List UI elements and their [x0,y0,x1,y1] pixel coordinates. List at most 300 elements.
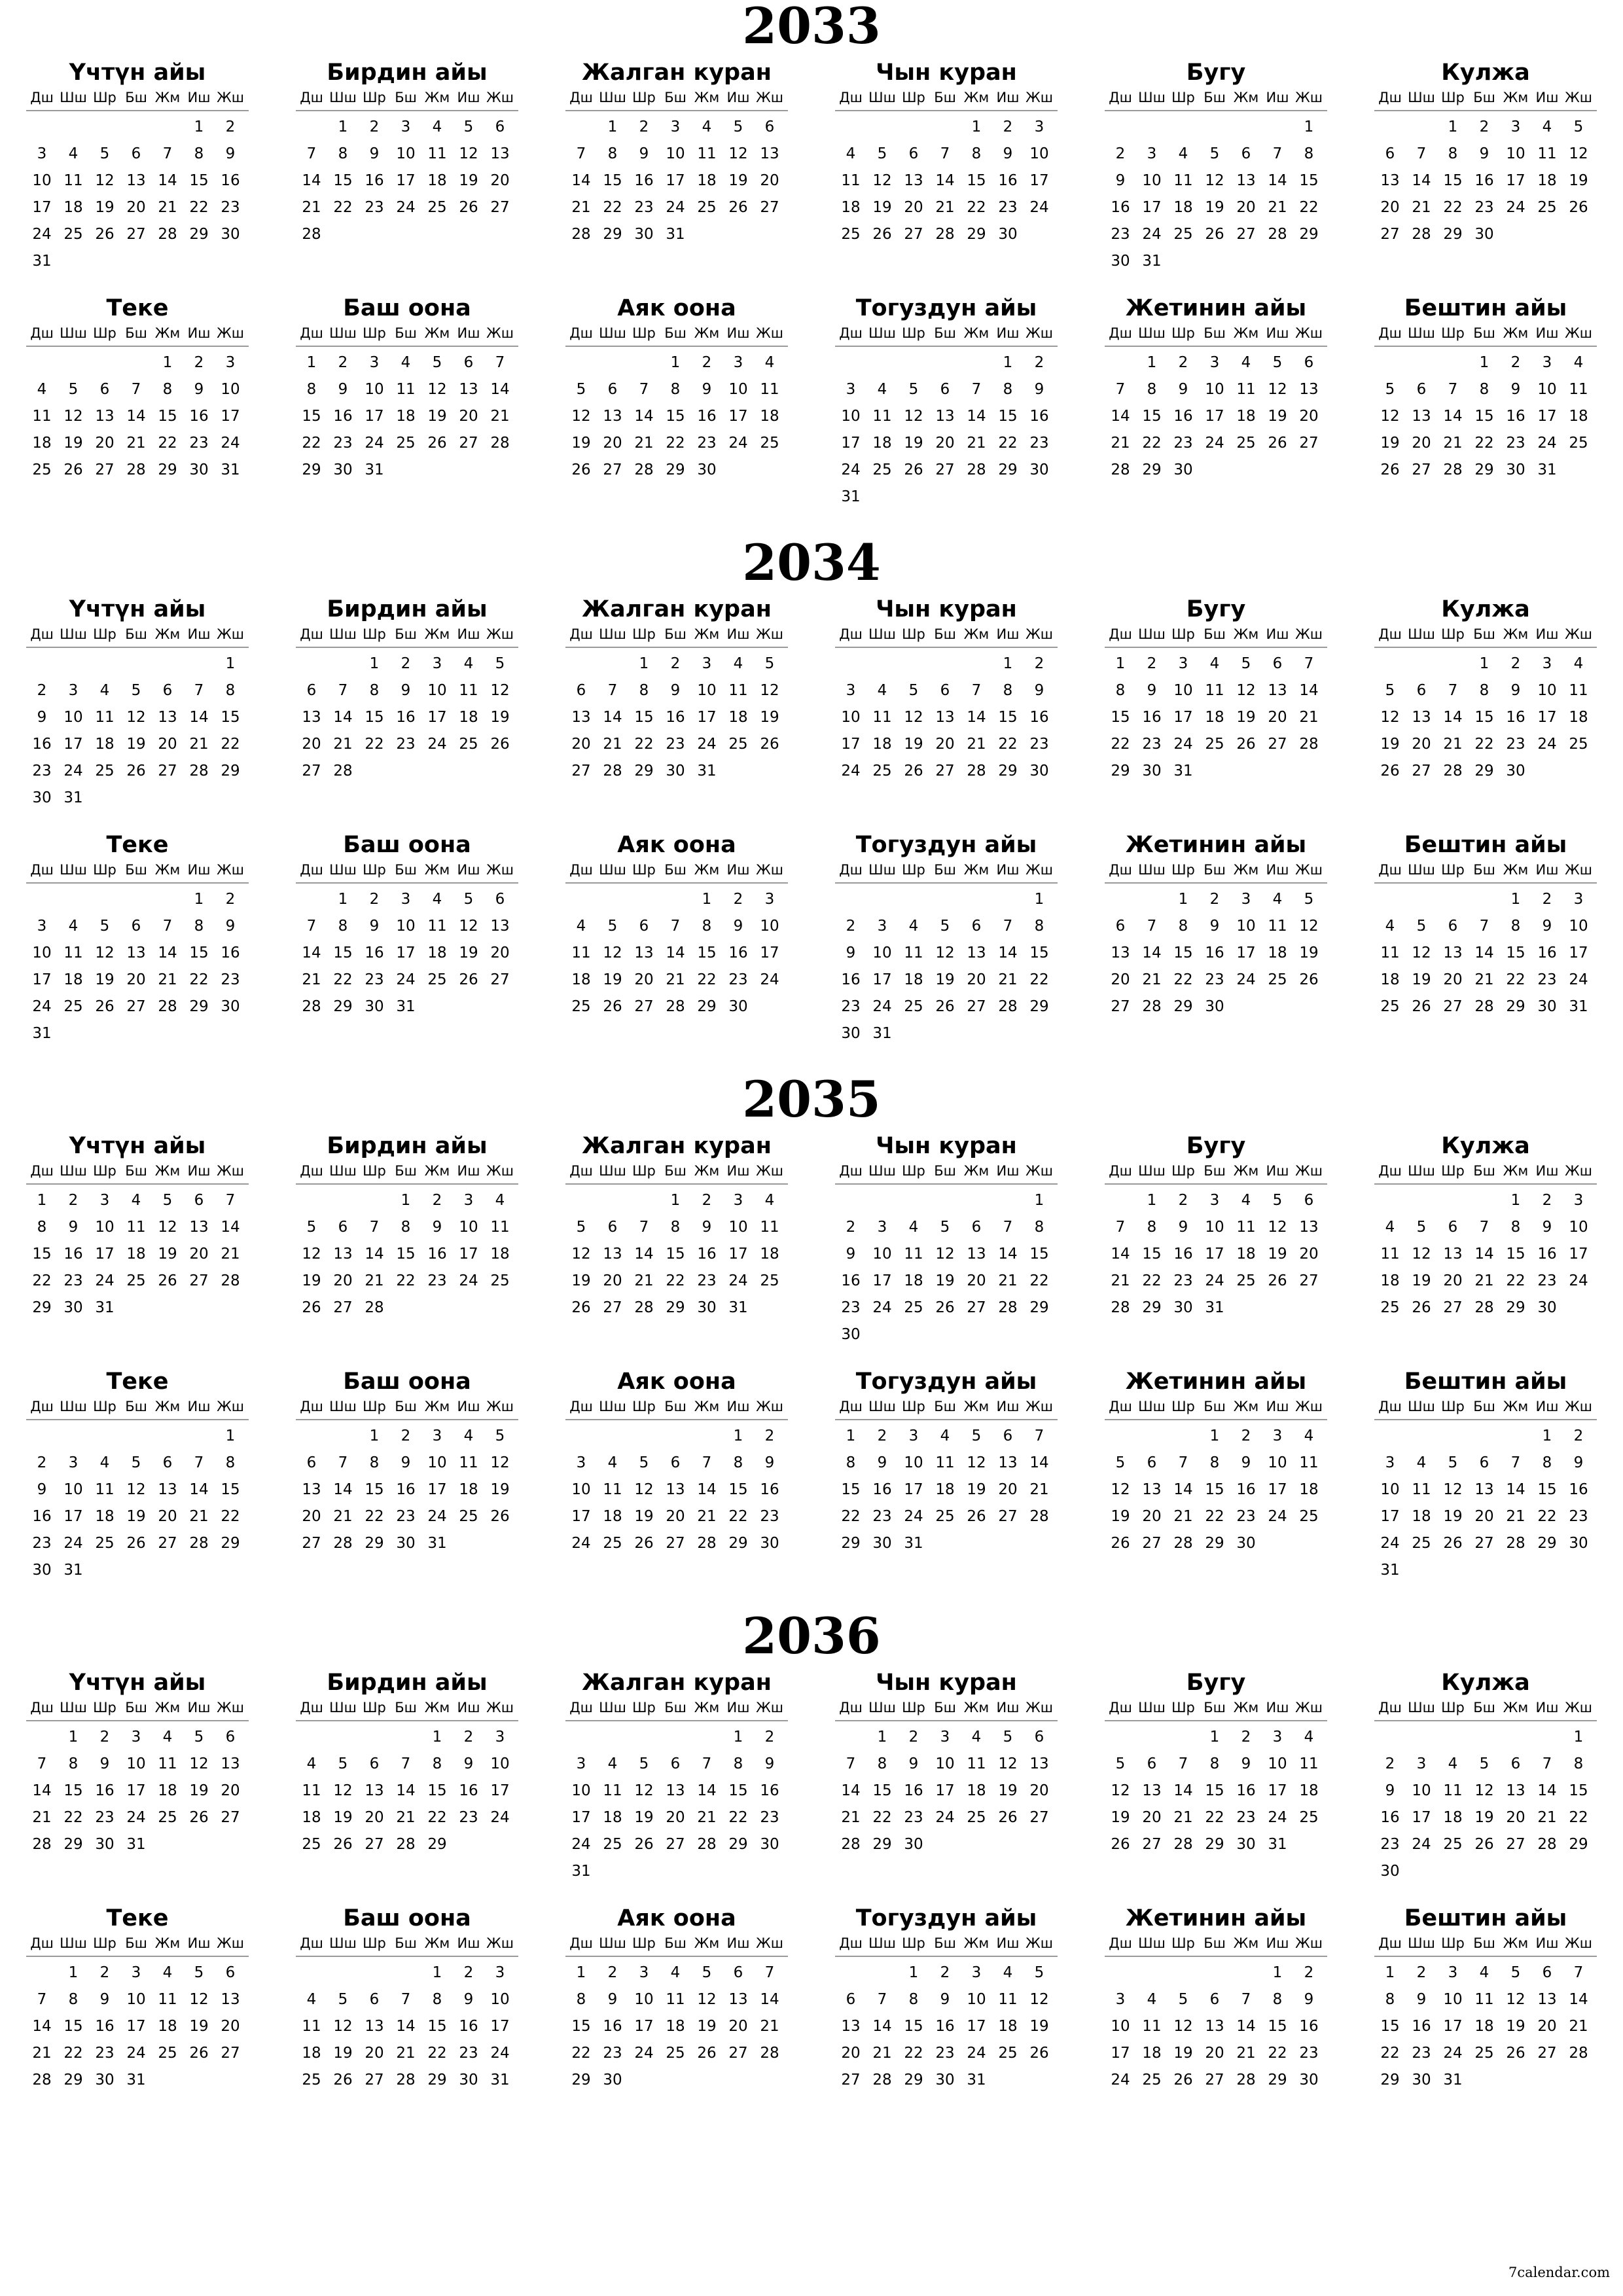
day-number: 23 [935,2045,955,2062]
day-number: 5 [576,381,586,398]
day-number: 18 [1299,1481,1319,1498]
day-number: 12 [967,1454,986,1471]
day-number: 19 [904,435,923,452]
weekday-label: Дш [300,1163,323,1179]
day-number: 4 [432,891,442,908]
day-number: 28 [158,998,177,1015]
day-number: 7 [1573,1964,1584,1981]
weekday-label: Дш [30,862,54,878]
day-number: 16 [872,1481,892,1498]
day-number: 24 [221,435,240,452]
day-number: 30 [935,2072,955,2089]
weekday-header [565,1395,788,1420]
day-grid [1374,1724,1597,1885]
day-number: 4 [607,1755,618,1772]
day-number: 4 [1178,145,1188,162]
day-number: 10 [490,1991,510,2008]
day-number: 17 [1142,199,1162,216]
day-number: 7 [194,682,204,699]
day-number: 4 [971,1729,982,1746]
day-number: 29 [1142,1299,1162,1316]
day-number: 14 [490,381,510,398]
day-number: 21 [998,1272,1018,1289]
day-number: 3 [639,1964,649,1981]
day-number: 26 [1173,2072,1193,2089]
month-name: Жетинин айы [1125,295,1307,321]
day-number: 15 [841,1481,861,1498]
day-number: 8 [971,145,982,162]
weekday-label: Шш [60,1163,87,1179]
weekday-label: Иш [187,1935,211,1951]
day-number: 15 [63,1782,83,1799]
day-number: 22 [1142,435,1162,452]
day-number: 30 [333,461,353,478]
day-number: 15 [333,944,353,961]
day-number: 19 [697,2018,717,2035]
month-name: Баш оона [343,832,471,858]
day-number: 26 [634,1836,654,1853]
day-number: 26 [904,461,923,478]
year-title: 2033 [742,0,881,55]
weekday-header [296,322,518,347]
day-number: 22 [1142,1272,1162,1289]
weekday-label: Дш [1109,1935,1132,1951]
day-grid [296,350,518,484]
weekday-label: Жш [1565,1163,1592,1179]
weekday-label: Шр [1171,1163,1195,1179]
day-number: 25 [459,736,478,753]
day-number: 10 [634,1991,654,2008]
day-number: 22 [221,736,240,753]
weekday-label: Иш [1266,626,1289,642]
year-title: 2036 [742,1607,881,1665]
day-number: 21 [302,199,321,216]
day-number: 17 [967,2018,986,2035]
weekday-label: Шш [1138,1399,1166,1414]
day-number: 13 [935,408,955,425]
day-number: 20 [126,971,146,988]
day-number: 2 [1542,891,1552,908]
weekday-label: Жш [217,90,244,105]
day-number: 22 [571,2045,591,2062]
day-number: 27 [1205,2072,1224,2089]
day-number: 18 [459,709,478,726]
weekday-label: Бш [1204,1163,1226,1179]
day-number: 1 [908,1964,919,1981]
day-number: 22 [666,435,685,452]
day-number: 27 [1412,762,1431,780]
day-grid [26,1960,249,2094]
day-number: 24 [571,1836,591,1853]
day-number: 25 [1268,971,1287,988]
day-number: 27 [1029,1809,1049,1826]
day-number: 9 [1542,1219,1552,1236]
weekday-label: Жш [1295,626,1323,642]
day-number: 23 [1173,1272,1193,1289]
day-number: 9 [1542,918,1552,935]
day-number: 17 [571,1508,591,1525]
weekday-label: Дш [1378,90,1402,105]
day-grid [565,886,788,1020]
day-number: 18 [427,172,447,189]
weekday-label: Дш [839,325,863,341]
day-number: 26 [1380,461,1400,478]
day-number: 12 [571,408,591,425]
day-number: 5 [1272,1192,1283,1209]
day-number: 14 [396,1782,416,1799]
day-number: 6 [1479,1454,1489,1471]
weekday-header [835,1696,1058,1721]
day-number: 4 [99,682,110,699]
day-number: 25 [1380,1299,1400,1316]
day-number: 21 [32,1809,52,1826]
weekday-label: Жм [154,1935,181,1951]
day-number: 15 [1268,2018,1287,2035]
day-number: 11 [1236,381,1256,398]
day-number: 11 [728,682,748,699]
day-number: 30 [1236,1836,1256,1853]
day-number: 1 [607,118,618,135]
day-number: 12 [1506,1991,1525,2008]
day-number: 26 [1111,1535,1130,1552]
weekday-label: Иш [457,1935,480,1951]
day-number: 10 [841,709,861,726]
day-number: 10 [365,381,384,398]
weekday-label: Жш [1565,1935,1592,1951]
day-number: 12 [427,381,447,398]
day-number: 25 [32,461,52,478]
day-number: 27 [967,998,986,1015]
month-calendar [26,1368,249,1584]
day-number: 17 [32,971,52,988]
day-number: 26 [1029,2045,1049,2062]
day-number: 3 [1542,655,1552,672]
day-number: 13 [1268,682,1287,699]
weekday-header [26,322,249,347]
day-number: 25 [935,1508,955,1525]
day-number: 10 [1029,145,1049,162]
day-number: 12 [1029,1991,1049,2008]
day-number: 31 [490,2072,510,2089]
day-number: 30 [221,998,240,1015]
day-number: 18 [872,736,892,753]
day-number: 28 [1111,461,1130,478]
day-grid [835,1187,1058,1348]
day-number: 24 [490,2045,510,2062]
day-number: 2 [1510,354,1521,371]
weekday-header [565,859,788,884]
day-number: 6 [99,381,110,398]
day-number: 10 [1142,172,1162,189]
weekday-label: Жш [1026,1700,1053,1715]
month-calendar [1374,1368,1597,1584]
day-number: 19 [1268,1246,1287,1263]
day-number: 12 [1236,682,1256,699]
weekday-label: Дш [839,1935,863,1951]
weekday-label: Шш [599,626,626,642]
day-number: 10 [396,145,416,162]
day-number: 20 [1506,1809,1525,1826]
weekday-label: Жш [1295,1700,1323,1715]
day-number: 20 [221,1782,240,1799]
day-number: 2 [463,1729,474,1746]
day-number: 14 [1569,1991,1588,2008]
day-number: 15 [1474,709,1494,726]
weekday-label: Дш [569,1700,593,1715]
day-grid [565,1187,788,1321]
day-number: 31 [1537,461,1557,478]
day-number: 10 [967,1991,986,2008]
day-number: 24 [95,1272,115,1289]
day-number: 3 [432,1427,442,1444]
day-number: 12 [935,1246,955,1263]
weekday-label: Бш [1204,90,1226,105]
day-grid [296,1187,518,1321]
day-number: 22 [1506,1272,1525,1289]
day-number: 25 [427,199,447,216]
weekday-label: Шш [329,325,357,341]
day-number: 12 [571,1246,591,1263]
day-number: 19 [302,1272,321,1289]
day-number: 16 [1506,408,1525,425]
day-number: 29 [872,1836,892,1853]
day-number: 18 [1443,1809,1463,1826]
day-number: 27 [1299,1272,1319,1289]
day-number: 11 [935,1454,955,1471]
day-number: 17 [459,1246,478,1263]
weekday-label: Шр [93,1163,116,1179]
day-number: 21 [1111,1272,1130,1289]
day-number: 30 [1380,1863,1400,1880]
month-calendar [835,596,1058,812]
day-number: 7 [401,1755,411,1772]
year-title: 2035 [742,1070,881,1128]
day-number: 29 [1173,998,1193,1015]
day-number: 29 [634,762,654,780]
day-number: 16 [396,1481,416,1498]
day-number: 11 [1268,918,1287,935]
year-block-2035 [0,1070,1623,1597]
day-number: 4 [1304,1427,1314,1444]
weekday-label: Жм [694,1399,720,1414]
day-number: 11 [1569,381,1588,398]
day-number: 1 [670,354,681,371]
day-number: 3 [1147,145,1157,162]
day-number: 17 [1173,709,1193,726]
day-number: 6 [1209,1991,1220,2008]
weekday-label: Иш [996,1935,1020,1951]
day-number: 27 [1268,736,1287,753]
day-number: 7 [1034,1427,1044,1444]
day-number: 13 [126,172,146,189]
day-number: 21 [841,1809,861,1826]
weekday-label: Шр [1171,1700,1195,1715]
weekday-label: Жш [756,90,783,105]
day-number: 11 [603,1782,622,1799]
day-number: 22 [967,199,986,216]
day-number: 31 [427,1535,447,1552]
day-number: 8 [369,1454,380,1471]
day-number: 21 [967,435,986,452]
weekday-label: Дш [1109,626,1132,642]
day-number: 17 [571,1809,591,1826]
day-number: 30 [760,1535,779,1552]
day-number: 13 [1380,172,1400,189]
day-number: 5 [99,145,110,162]
weekday-label: Шр [1171,626,1195,642]
day-number: 28 [32,1836,52,1853]
day-number: 25 [1569,736,1588,753]
day-number: 17 [490,1782,510,1799]
day-number: 20 [221,2018,240,2035]
day-number: 5 [940,918,950,935]
day-number: 15 [634,709,654,726]
day-number: 12 [1205,172,1224,189]
day-number: 27 [1506,1836,1525,1853]
day-number: 10 [1537,682,1557,699]
day-grid [565,1960,788,2094]
day-grid [26,350,249,484]
weekday-label: Шш [60,862,87,878]
day-number: 15 [666,408,685,425]
weekday-label: Шш [60,90,87,105]
day-number: 31 [1443,2072,1463,2089]
day-number: 21 [1299,709,1319,726]
month-calendar [565,831,788,1047]
day-number: 22 [634,736,654,753]
day-number: 13 [365,2018,384,2035]
day-number: 13 [1537,1991,1557,2008]
day-number: 11 [1205,682,1224,699]
day-number: 18 [1380,971,1400,988]
day-number: 19 [760,709,779,726]
month-name: Чын куран [876,1670,1017,1696]
day-number: 7 [971,682,982,699]
weekday-label: Дш [839,1399,863,1414]
weekday-label: Бш [125,626,147,642]
day-number: 19 [1412,971,1431,988]
day-number: 17 [63,1508,83,1525]
day-number: 16 [841,971,861,988]
day-number: 15 [998,408,1018,425]
day-number: 17 [490,2018,510,2035]
day-number: 24 [1569,971,1588,988]
day-number: 30 [1173,1299,1193,1316]
month-name: Бугу [1186,596,1246,622]
day-number: 2 [37,682,47,699]
day-number: 11 [32,408,52,425]
day-number: 9 [1241,1454,1251,1471]
weekday-label: Шш [1408,1700,1435,1715]
day-number: 2 [68,1192,79,1209]
day-number: 27 [302,1535,321,1552]
day-number: 25 [158,1809,177,1826]
day-number: 9 [1510,682,1521,699]
month-calendar [1374,295,1597,511]
month-name: Бирдин айы [327,596,488,622]
day-number: 26 [427,435,447,452]
weekday-label: Дш [1378,1399,1402,1414]
day-number: 27 [126,226,146,243]
weekday-header [1105,859,1327,884]
weekday-label: Шш [329,90,357,105]
day-number: 6 [1304,354,1314,371]
day-number: 9 [37,709,47,726]
day-number: 4 [670,1964,681,1981]
day-number: 26 [935,1299,955,1316]
month-name: Бештин айы [1404,1905,1567,1931]
day-number: 25 [760,435,779,452]
day-number: 4 [908,918,919,935]
day-number: 6 [1448,1219,1458,1236]
day-number: 8 [401,1219,411,1236]
weekday-label: Дш [569,1163,593,1179]
weekday-label: Иш [457,1163,480,1179]
day-number: 20 [1205,2045,1224,2062]
day-number: 5 [607,918,618,935]
day-number: 2 [1241,1427,1251,1444]
day-number: 22 [1474,736,1494,753]
day-number: 13 [333,1246,353,1263]
day-number: 5 [162,1192,173,1209]
day-number: 28 [302,998,321,1015]
weekday-label: Шш [599,1399,626,1414]
weekday-label: Бш [934,626,956,642]
day-number: 14 [1474,944,1494,961]
day-number: 14 [967,709,986,726]
day-number: 16 [1236,1782,1256,1799]
day-number: 17 [126,2018,146,2035]
day-number: 17 [872,971,892,988]
weekday-header [296,1696,518,1721]
month-calendar [296,596,518,812]
day-number: 2 [369,118,380,135]
day-number: 19 [189,1782,209,1799]
day-grid [1374,886,1597,1020]
weekday-label: Иш [996,1700,1020,1715]
weekday-label: Шш [868,1700,896,1715]
day-number: 11 [427,918,447,935]
day-number: 11 [302,2018,321,2035]
day-grid [296,1960,518,2094]
day-number: 1 [1479,354,1489,371]
day-number: 28 [1173,1836,1193,1853]
day-number: 24 [32,998,52,1015]
day-number: 24 [126,1809,146,1826]
day-number: 28 [1299,736,1319,753]
day-number: 3 [99,1192,110,1209]
day-number: 14 [1111,408,1130,425]
day-number: 26 [1268,435,1287,452]
day-number: 7 [401,1991,411,2008]
day-number: 10 [1236,918,1256,935]
day-number: 4 [1272,891,1283,908]
day-number: 4 [463,655,474,672]
weekday-label: Дш [300,1935,323,1951]
day-number: 16 [1474,172,1494,189]
day-number: 24 [365,435,384,452]
day-number: 21 [126,435,146,452]
weekday-header [296,859,518,884]
day-number: 2 [846,918,856,935]
day-number: 28 [221,1272,240,1289]
day-number: 2 [846,1219,856,1236]
day-number: 30 [459,2072,478,2089]
day-number: 3 [733,354,743,371]
day-number: 8 [877,1755,887,1772]
day-number: 6 [162,1454,173,1471]
day-number: 18 [1569,408,1588,425]
